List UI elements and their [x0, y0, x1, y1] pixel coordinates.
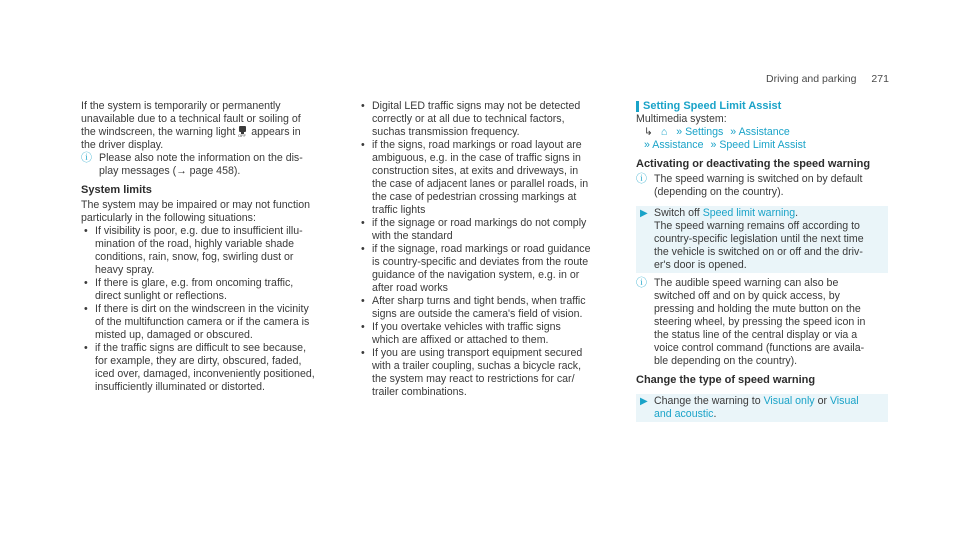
- path-settings[interactable]: Settings: [685, 126, 724, 138]
- speed-limit-warning-link[interactable]: Speed limit warning: [702, 207, 796, 219]
- path-assistance[interactable]: Assistance: [738, 126, 790, 138]
- chevron-right-icon: »: [710, 139, 717, 151]
- list-item: • After sharp turns and tight bends, when traffic signs are outside the camera's field of vision.: [358, 295, 606, 321]
- running-header: [766, 73, 889, 86]
- menu-path-line2: [636, 139, 888, 152]
- column-3: [636, 100, 888, 422]
- section-marker: [636, 101, 639, 112]
- action-step: ▶ Switch off Speed limit warning. The speed warning remains off according to country-specific legislation until the next time the vehicle is switched on or off and the driv- er's door is opened.: [636, 206, 888, 273]
- svg-text:OFF: OFF: [238, 133, 247, 137]
- multimedia-label: Multimedia system:: [636, 113, 727, 125]
- path-assistance-2[interactable]: Assistance: [652, 139, 704, 151]
- list-item: • If you are using transport equipment secured with a trailer coupling, suchas a bicycle rack, the system may react to restrictions for car/ trailer combinations.: [358, 347, 606, 399]
- arrow-return-icon: ↳: [644, 126, 653, 138]
- chevron-right-icon: »: [644, 139, 650, 151]
- heading-system-limits: System limits: [81, 184, 152, 196]
- list-item: • if the signage or road markings do not comply with the standard: [358, 217, 606, 243]
- info-note: ⓘ The speed warning is switched on by default (depending on the country).: [636, 173, 863, 198]
- page-number: 271: [871, 73, 889, 85]
- play-icon: ▶: [640, 208, 648, 219]
- heading-change-type: Change the type of speed warning: [636, 374, 816, 386]
- menu-path: [636, 126, 888, 139]
- visual-acoustic-link-cont[interactable]: and acoustic: [654, 408, 714, 420]
- limits-intro: The system may be impaired or may not function particularly in the following situations:: [81, 199, 311, 224]
- info-note: ⓘ Please also note the information on the dis- play messages (→ page 458).: [81, 152, 303, 177]
- info-note: ⓘ The audible speed warning can also be switched off and on by quick access, by pressing and holding the mute button on the steering wheel, by pressing the speed icon in the status line of the central display or via a voice control command (functions are availa- ble depending on the country).: [636, 277, 866, 367]
- warning-light-icon: [238, 126, 248, 137]
- visual-only-link[interactable]: Visual only: [763, 395, 815, 407]
- heading-activate: Activating or deactivating the speed warning: [636, 158, 871, 170]
- info-icon: ⓘ: [636, 173, 647, 185]
- list-item: • if the traffic signs are difficult to see because, for example, they are dirty, obscured, faded, iced over, damaged, inconveniently positioned, insufficiently illuminated or distorted.: [81, 342, 329, 394]
- header-section: Driving and parking: [766, 73, 857, 85]
- limits-list: [81, 225, 329, 394]
- column-1: [81, 100, 329, 394]
- list-item: • if the signs, road markings or road layout are ambiguous, e.g. in the case of traffic signs in construction sites, at exits and driveways, in the case of adjacent lanes or parallel roads, in the case of pedestrian crossing markings at traffic lights: [358, 139, 606, 217]
- action-step: ▶ Change the warning to Visual only or Visual and acoustic.: [636, 394, 888, 422]
- list-item: • If you overtake vehicles with traffic signs which are affixed or attached to them.: [358, 321, 606, 347]
- play-icon: ▶: [640, 396, 648, 407]
- visual-acoustic-link[interactable]: Visual: [829, 395, 859, 407]
- section-title: Setting Speed Limit Assist: [636, 100, 888, 113]
- chevron-right-icon: »: [730, 126, 737, 138]
- list-item: • If there is dirt on the windscreen in the vicinity of the multifunction camera or if the camera is misted up, damaged or obscured.: [81, 303, 329, 342]
- list-item: • If there is glare, e.g. from oncoming traffic, direct sunlight or reflections.: [81, 277, 329, 303]
- info-icon: ⓘ: [81, 152, 92, 164]
- path-speed-limit-assist[interactable]: Speed Limit Assist: [719, 139, 806, 151]
- list-item: • if the signage, road markings or road guidance is country-specific and deviates from the route guidance of the navigation system, e.g. in or after road works: [358, 243, 606, 295]
- list-item: • Digital LED traffic signs may not be detected correctly or at all due to technical factors, suchas transmission frequency.: [358, 100, 606, 139]
- column-2: [358, 100, 606, 399]
- list-item: • If visibility is poor, e.g. due to insufficient illu- mination of the road, highly variable shade conditions, rain, snow, fog, swirling dust or heavy spray.: [81, 225, 329, 277]
- info-icon: ⓘ: [636, 277, 647, 289]
- paragraph-intro: If the system is temporarily or permanently unavailable due to a technical fault or soiling of the windscreen, the warning light OFF appears in the driver display.: [81, 100, 301, 151]
- home-icon[interactable]: ⌂: [660, 126, 668, 138]
- chevron-right-icon: »: [676, 126, 683, 138]
